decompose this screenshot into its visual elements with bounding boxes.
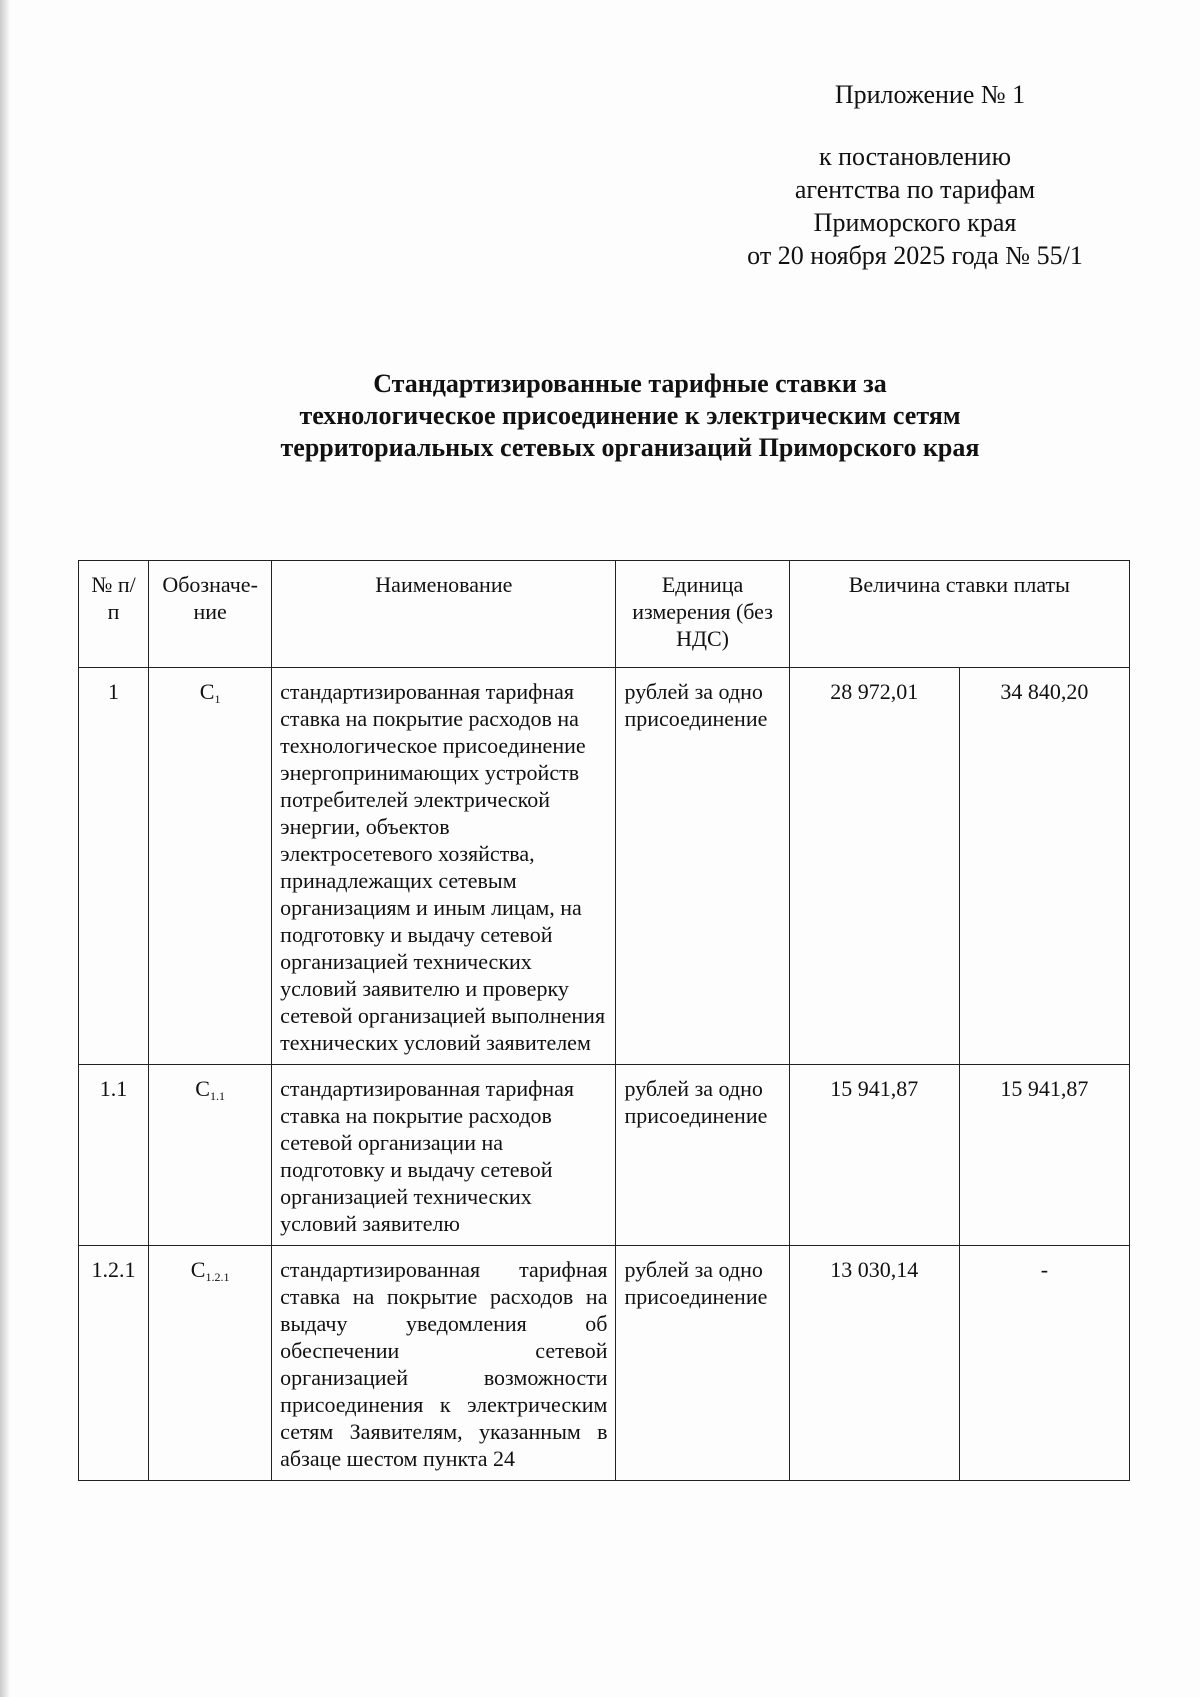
row-num: 1.2.1 [79,1246,149,1481]
row-unit: рублей за одно присоединение [616,1065,789,1246]
row-value-1: 15 941,87 [789,1065,959,1246]
header-symbol: Обозначе-ние [149,561,272,668]
table-header-row [79,561,1130,668]
row-num: 1 [79,668,149,1065]
header-value: Величина ставки платы [789,561,1129,668]
row-unit: рублей за одно присоединение [616,1246,789,1481]
row-symbol [149,1065,272,1246]
symbol-subscript: 1.1 [209,1089,225,1103]
row-num: 1.1 [79,1065,149,1246]
header-unit: Единица измерения (без НДС) [616,561,789,668]
symbol-base: С [195,1076,210,1101]
header-num: № п/п [79,561,149,668]
attachment-line: агентства по тарифам [794,175,1036,204]
document-title-line: Стандартизированные тарифные ставки за [373,369,887,398]
row-name: стандартизированная тарифная ставка на покрытие расходов сетевой организации на подготовку и выдачу сетевой организацией технических условий заявителю [272,1065,616,1246]
attachment-block [680,140,1150,272]
tariff-table [78,560,1130,1481]
symbol-subscript: 1.2.1 [205,1270,230,1284]
table-row [79,1246,1130,1481]
row-symbol [149,1246,272,1481]
row-value-1: 28 972,01 [789,668,959,1065]
row-name: стандартизированная тарифная ставка на покрытие расходов на выдачу уведомления об обеспечении сетевой организацией возможности присоединения к электрическим сетям Заявителям, указанным в абзаце шестом пункта 24 [272,1246,616,1481]
document-title [170,368,1090,464]
attachment-line: к постановлению [818,142,1012,171]
row-value-2: 15 941,87 [959,1065,1129,1246]
symbol-base: С [190,1257,206,1282]
row-value-1: 13 030,14 [789,1246,959,1481]
table-row [79,1065,1130,1246]
attachment-line: от 20 ноября 2025 года № 55/1 [747,241,1083,270]
header-name: Наименование [272,561,616,668]
scan-edge [0,0,10,1697]
row-unit: рублей за одно присоединение [616,668,789,1065]
row-value-2: 34 840,20 [959,668,1129,1065]
symbol-subscript: 1 [214,692,221,706]
document-title-line: технологическое присоединение к электрическим сетям [299,401,961,430]
table-row [79,668,1130,1065]
symbol-base: С [199,679,215,704]
row-value-2: - [959,1246,1129,1481]
attachment-line: Приморского края [813,208,1017,237]
row-name: стандартизированная тарифная ставка на покрытие расходов на технологическое присоединение энергопринимающих устройств потребителей электрической энергии, объектов электросетевого хозяйства, принадлежащих сетевым организациям и иным лицам, на подготовку и выдачу сетевой организацией технических условий заявителю и проверку сетевой организацией выполнения технических условий заявителем [272,668,616,1065]
attachment-title: Приложение № 1 [834,80,1026,109]
row-symbol [149,668,272,1065]
document-title-line: территориальных сетевых организаций Приморского края [280,433,980,462]
